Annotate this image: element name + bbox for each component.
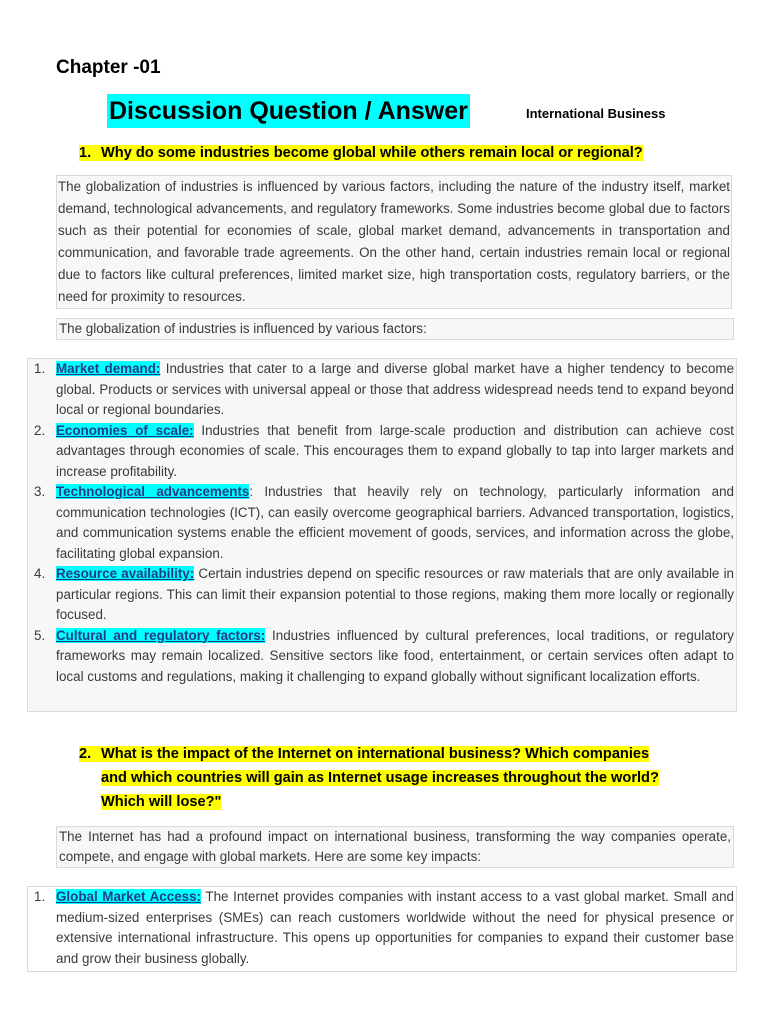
- list-item: [28, 626, 736, 688]
- question-2-line-1: [79, 746, 649, 762]
- answer-1-intro: [56, 318, 734, 340]
- list-item-term: Cultural and regulatory factors:: [56, 627, 266, 643]
- list-item-text: Industries that cater to a large and diverse global market have a higher tendency to become global. Products or services with universal appeal or those that address widespread needs tend to expand beyond local or regional boundaries.: [56, 361, 735, 417]
- list-item-term: Market demand:: [56, 361, 161, 376]
- factors-list: [27, 358, 737, 712]
- list-item-number: 1.: [34, 889, 46, 904]
- subject-label: International Business: [526, 106, 666, 121]
- answer-1-text: The globalization of industries is influenced by various factors, including the nature of the industry itself, market demand, technological advancements, and regulatory frameworks. Some industries become global due to factors such as their potential for economies of scale, global market demand, advancements in transportation and communication, and favorable trade agreements. On the other hand, certain industries remain local or regional due to factors like cultural preferences, limited market size, high transportation costs, regulatory barriers, or the need for proximity to resources.: [58, 179, 730, 304]
- answer-2-intro: [56, 826, 734, 868]
- question-1-text: Why do some industries become global while others remain local or regional?: [101, 145, 643, 161]
- question-2-text-1: What is the impact of the Internet on international business? Which companies: [101, 746, 650, 762]
- answer-2-intro-text: The Internet has had a profound impact on international business, transforming the way companies operate, compete, and engage with global markets. Here are some key impacts:: [59, 829, 731, 864]
- impacts-list: [27, 886, 737, 972]
- list-item-term: Resource availability:: [56, 566, 195, 581]
- list-item-number: 1.: [34, 361, 46, 376]
- list-item-number: 4.: [34, 566, 46, 581]
- answer-1-intro-text: The globalization of industries is influenced by various factors:: [59, 321, 427, 336]
- list-item: [28, 887, 736, 969]
- list-item-text: The Internet provides companies with instant access to a vast global market. Small and medium-sized enterprises (SMEs) can reach customers worldwide without the need for physical presence or extensive international infrastructure. This opens up opportunities for companies to expand their customer base and grow their business globally.: [56, 889, 734, 966]
- list-item: [28, 421, 736, 483]
- list-item-term: Economies of scale:: [56, 422, 194, 438]
- question-1-highlight: [79, 145, 643, 161]
- list-item-text: Industries influenced by cultural preferences, local traditions, or regulatory frameworks may remain localized. Sensitive sectors like food, entertainment, or certain services often adapt to local customs and regulations, making it challenging to expand globally without significant localization efforts.: [56, 627, 734, 684]
- answer-1-paragraph: [56, 175, 732, 309]
- list-item-text: Industries that benefit from large-scale production and distribution can achieve cost advantages through economies of scale. This encourages them to expand globally to tap into larger markets and increase profitability.: [56, 422, 734, 479]
- list-item-number: 2.: [34, 422, 46, 438]
- question-2-line-3: Which will lose?": [101, 794, 222, 810]
- list-item-text: : Industries that heavily rely on technology, particularly information and communication technologies (ICT), can easily overcome geographical barriers. Advanced transportation, logistics, and communication systems enable the efficient movement of goods, services, and information across the globe, facilitating global expansion.: [56, 484, 734, 561]
- list-item-number: 3.: [34, 484, 46, 499]
- question-1-number: 1.: [79, 145, 92, 161]
- list-item: [28, 482, 736, 564]
- question-2: [79, 742, 739, 814]
- question-1: [79, 141, 643, 165]
- list-item-number: 5.: [34, 627, 46, 643]
- list-item-term: Global Market Access:: [56, 889, 201, 904]
- question-2-number: 2.: [79, 746, 92, 762]
- list-item: [28, 359, 736, 421]
- list-item: [28, 564, 736, 626]
- chapter-heading: Chapter -01: [56, 57, 161, 78]
- list-item-term: Technological advancements: [56, 484, 250, 499]
- page-title: Discussion Question / Answer: [107, 94, 470, 128]
- question-2-line-2: and which countries will gain as Internet usage increases throughout the world?: [101, 770, 659, 786]
- list-item-text: Certain industries depend on specific resources or raw materials that are only available in particular regions. This can limit their expansion potential to those regions, making them more locally or regionally focused.: [56, 566, 735, 622]
